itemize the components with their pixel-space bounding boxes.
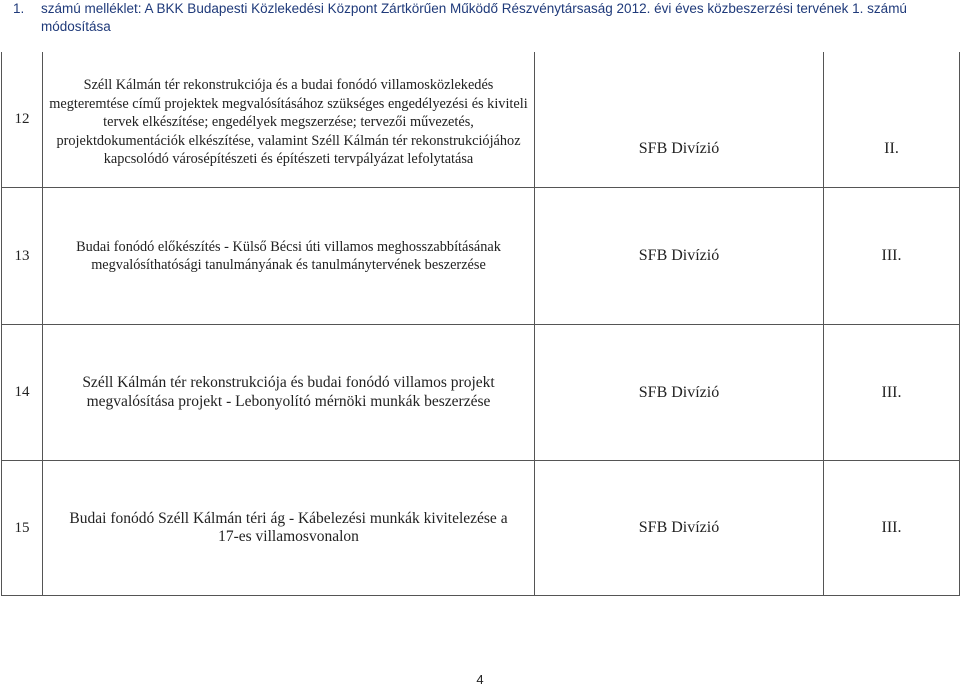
row-quarter: III.	[881, 519, 902, 536]
row-division: SFB Divízió	[638, 519, 720, 536]
row-division: SFB Divízió	[638, 383, 720, 401]
row-number: 12	[14, 111, 30, 127]
row-description: Budai fonódó előkészítés - Külső Bécsi úti villamos meghosszabbításának megvalósíthatósági tanulmányának és tanulmánytervének beszerzése	[76, 238, 501, 273]
header-title: számú melléklet: A BKK Budapesti Közlekedési Központ Zártkörűen Működő Részvénytársaság 2012. évi éves közbeszerzési tervének 1. számú	[41, 1, 907, 16]
row-number: 14	[14, 384, 30, 400]
row-quarter: III.	[881, 247, 902, 264]
row-number: 13	[14, 247, 30, 264]
row-division: SFB Divízió	[638, 140, 720, 157]
header-title-line	[13, 0, 907, 18]
header-number: 1.	[13, 1, 25, 16]
row-quarter: II.	[884, 140, 899, 157]
row-quarter: III.	[881, 383, 902, 401]
row-description: Széll Kálmán tér rekonstrukciója és a budai fonódó villamosközlekedés megteremtése című projektek megvalósításához szükséges engedélyezési és kiviteli tervek elkészítése; engedélyek megszerzése; tervezői művezetés, projektdokumentációk elkészítése, valamint Széll Kálmán tér rekonstrukciójához kapcsolódó városépítészeti és építészeti tervpályázat lefolytatása	[49, 77, 528, 168]
row-division: SFB Divízió	[638, 247, 720, 264]
row-number: 15	[14, 519, 30, 536]
table-border-bottom	[1, 595, 960, 596]
page-number: 4	[476, 672, 484, 687]
header-title-continuation: módosítása	[41, 19, 111, 34]
row-description: Széll Kálmán tér rekonstrukciója és budai fonódó villamos projekt megvalósítása projekt - Lebonyolító mérnöki munkák beszerzése	[82, 374, 495, 410]
row-description: Budai fonódó Széll Kálmán téri ág - Kábelezési munkák kivitelezése a 17-es villamosvonalon	[69, 509, 508, 545]
